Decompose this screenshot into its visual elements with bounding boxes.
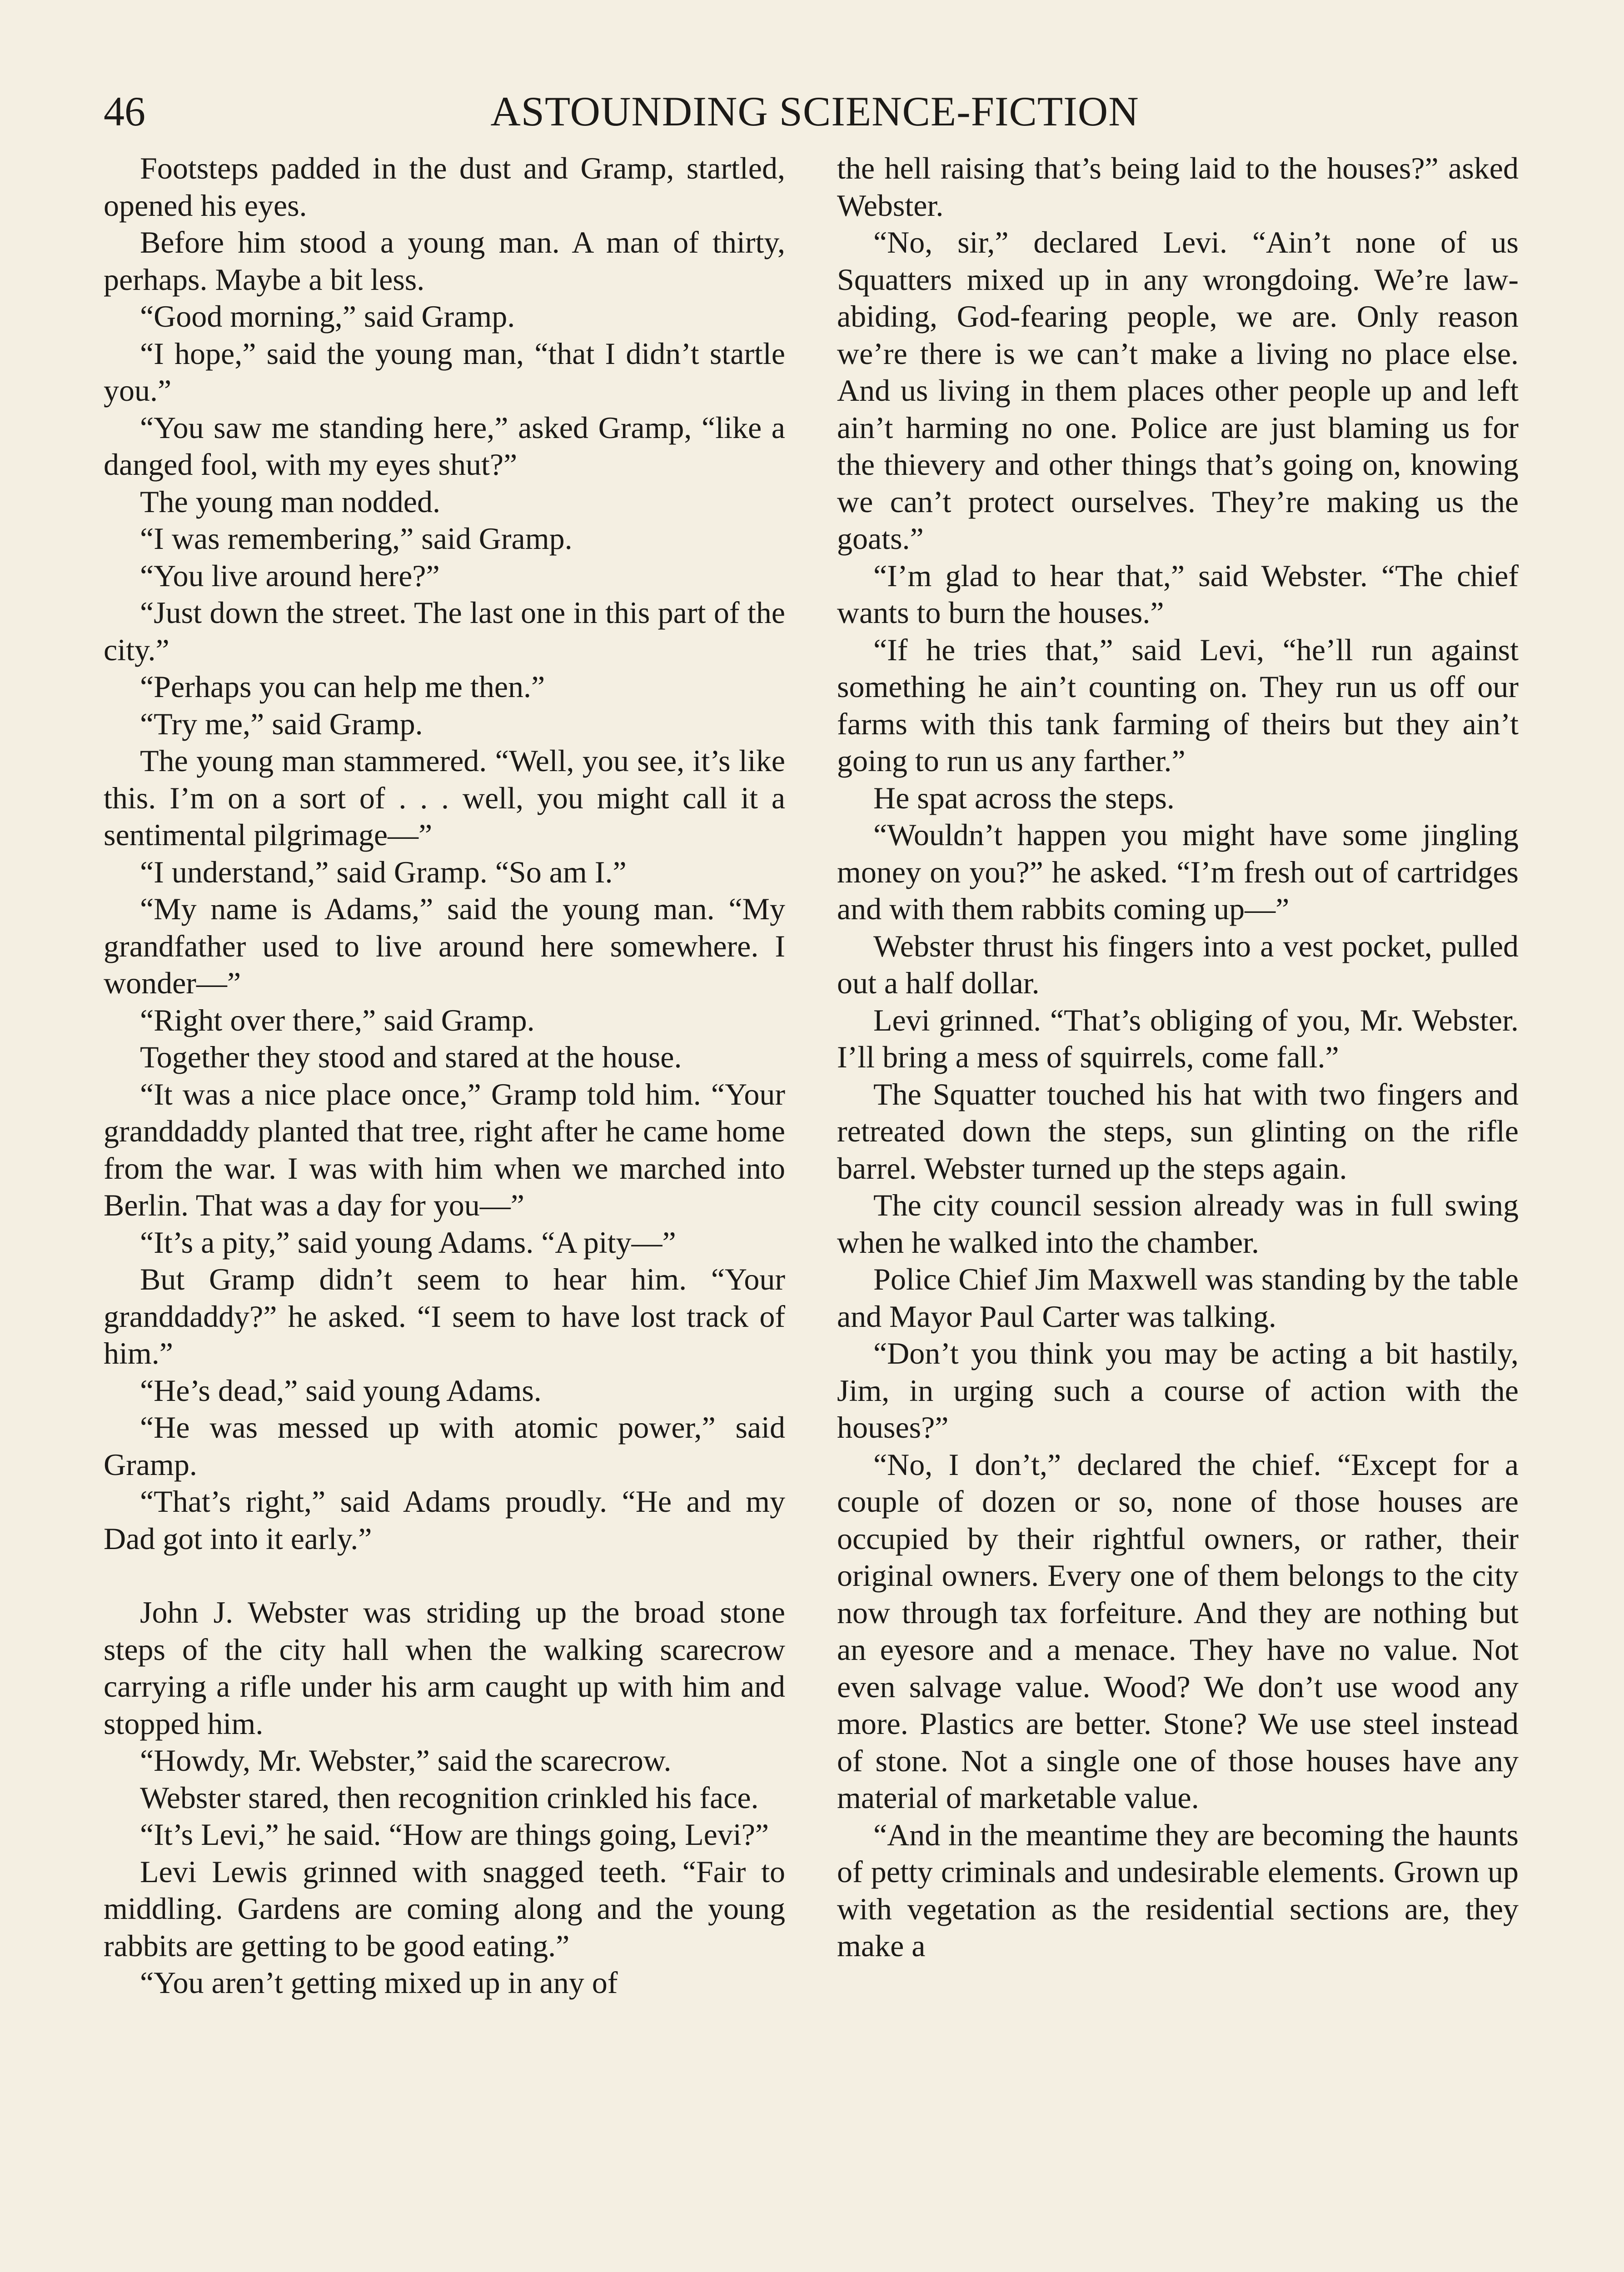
paragraph: “That’s right,” said Adams proudly. “He and my Dad got into it early.” <box>104 1484 785 1556</box>
paragraph: “It’s Levi,” he said. “How are things going, Levi?” <box>140 1817 769 1852</box>
paragraph: “I was remembering,” said Gramp. <box>140 521 573 556</box>
paragraph: “And in the meantime they are becoming the haunts of petty criminals and undesirable elements. Grown up with vegetation as the residential sections are, they make a <box>837 1817 1519 1963</box>
paragraph: The Squatter touched his hat with two fingers and retreated down the steps, sun glinting on the rifle barrel. Webster turned up the steps again. <box>837 1076 1519 1186</box>
page-number: 46 <box>104 88 145 135</box>
paragraph: “You saw me standing here,” asked Gramp, “like a danged fool, with my eyes shut?” <box>104 410 785 482</box>
paragraph: Levi grinned. “That’s obliging of you, Mr. Webster. I’ll bring a mess of squirrels, come fall.” <box>837 1002 1519 1074</box>
paragraph: Webster stared, then recognition crinkled his face. <box>140 1780 759 1815</box>
paragraph: But Gramp didn’t seem to hear him. “Your granddaddy?” he asked. “I seem to have lost track of him.” <box>104 1262 785 1370</box>
paragraph: The city council session already was in full swing when he walked into the chamber. <box>837 1188 1519 1260</box>
paragraph: “You live around here?” <box>140 558 440 593</box>
paragraph: “Just down the street. The last one in this part of the city.” <box>104 595 785 667</box>
right-column <box>837 150 1519 1965</box>
paragraph: “No, sir,” declared Levi. “Ain’t none of us Squatters mixed up in any wrongdoing. We’re law-abiding, God-fearing people, we are. Only reason we’re there is we can’t make a living no place else. And us living in them places other people up and left ain’t harming no one. Police are just blaming us for the thievery and other things that’s going on, knowing we can’t protect ourselves. They’re making us the goats.” <box>837 225 1519 556</box>
paragraph: “It was a nice place once,” Gramp told him. “Your granddaddy planted that tree, right after he came home from the war. I was with him when we marched into Berlin. That was a day for you—” <box>104 1076 785 1222</box>
paragraph: “I hope,” said the young man, “that I didn’t startle you.” <box>104 336 785 408</box>
paragraph: “No, I don’t,” declared the chief. “Except for a couple of dozen or so, none of those houses are occupied by their rightful owners, or rather, their original owners. Every one of them belongs to the city now through tax forfeiture. And they are nothing but an eyesore and a menace. They have no value. Not even salvage value. Wood? We don’t use wood any more. Plastics are better. Stone? We use steel instead of stone. Not a single one of those houses have any material of marketable value. <box>837 1447 1519 1815</box>
paragraph: “If he tries that,” said Levi, “he’ll run against something he ain’t counting on. They run us off our farms with this tank farming of theirs but they ain’t going to run us any farther.” <box>837 632 1519 778</box>
paragraph: “He’s dead,” said young Adams. <box>140 1373 542 1408</box>
paragraph: Police Chief Jim Maxwell was standing by the table and Mayor Paul Carter was talking. <box>837 1262 1519 1334</box>
paragraph: “He was messed up with atomic power,” said Gramp. <box>104 1410 785 1482</box>
paragraph: Footsteps padded in the dust and Gramp, startled, opened his eyes. <box>104 151 785 223</box>
paragraph: “It’s a pity,” said young Adams. “A pity—” <box>140 1225 676 1260</box>
paragraph: “Try me,” said Gramp. <box>140 706 423 741</box>
paragraph: “Good morning,” said Gramp. <box>140 299 515 334</box>
paragraph: Before him stood a young man. A man of thirty, perhaps. Maybe a bit less. <box>104 225 785 297</box>
paragraph: “Right over there,” said Gramp. <box>140 1002 535 1037</box>
paragraph: “I understand,” said Gramp. “So am I.” <box>140 854 627 889</box>
paragraph: John J. Webster was striding up the broad stone steps of the city hall when the walking scarecrow carrying a rifle under his arm caught up with him and stopped him. <box>104 1595 785 1741</box>
paragraph: “Howdy, Mr. Webster,” said the scarecrow. <box>140 1743 672 1778</box>
paragraph: He spat across the steps. <box>873 780 1175 815</box>
paragraph: “You aren’t getting mixed up in any of <box>140 1965 618 2000</box>
paragraph: the hell raising that’s being laid to the houses?” asked Webster. <box>837 151 1519 223</box>
paragraph: “My name is Adams,” said the young man. “My grandfather used to live around here somewhere. I wonder—” <box>104 892 785 1000</box>
paragraph: The young man stammered. “Well, you see, it’s like this. I’m on a sort of . . . well, you might call it a sentimental pilgrimage—” <box>104 743 785 852</box>
paragraph: “Wouldn’t happen you might have some jingling money on you?” he asked. “I’m fresh out of cartridges and with them rabbits coming up—” <box>837 817 1519 926</box>
paragraph: “I’m glad to hear that,” said Webster. “The chief wants to burn the houses.” <box>837 558 1519 630</box>
paragraph: “Perhaps you can help me then.” <box>140 669 545 704</box>
paragraph: Together they stood and stared at the house. <box>140 1040 682 1074</box>
paragraph: Webster thrust his fingers into a vest pocket, pulled out a half dollar. <box>837 928 1519 1000</box>
page-header <box>104 82 1526 141</box>
paragraph: Levi Lewis grinned with snagged teeth. “Fair to middling. Gardens are coming along and the young rabbits are getting to be good eating.” <box>104 1854 785 1963</box>
paragraph: “Don’t you think you may be acting a bit hastily, Jim, in urging such a course of action with the houses?” <box>837 1336 1519 1445</box>
paragraph: The young man nodded. <box>140 484 440 519</box>
magazine-title: ASTOUNDING SCIENCE-FICTION <box>490 88 1139 135</box>
left-column <box>104 150 785 2002</box>
